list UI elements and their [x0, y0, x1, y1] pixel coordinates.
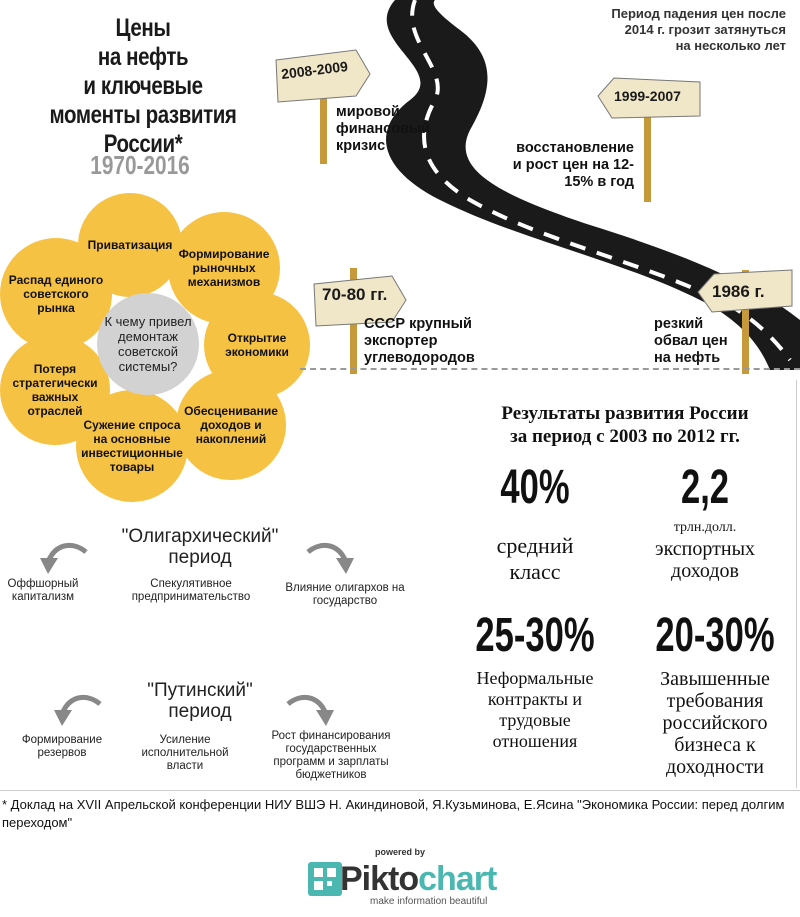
powered-by: powered by: [374, 847, 425, 857]
circle-label: Открытие экономики: [225, 331, 289, 359]
circle-center-question: [97, 293, 199, 395]
footnote: * Доклад на XVII Апрельской конференции НИУ ВШЭ Н. Акиндиновой, Я.Кузьминова, Е.Ясина "Экономика России: перед долгим переходом": [2, 797, 785, 830]
sign-1986-label: 1986 г.: [712, 282, 765, 301]
circle-label: Приватизация: [87, 238, 173, 252]
circle-demand: [76, 390, 188, 502]
brand-part-b: chart: [418, 860, 497, 898]
sign-1999-label: 1999-2007: [614, 88, 681, 104]
result-2530-label: Неформальные контракты и трудовые отношения: [476, 668, 594, 751]
curved-arrow-left-icon: [36, 538, 90, 578]
top-note: Период падения цен после 2014 г. грозит затянуться на несколько лет: [611, 6, 786, 53]
curved-arrow-right-icon: [284, 690, 338, 730]
curved-arrow-right-icon: [304, 538, 358, 578]
circle-label: Обесценивание доходов и накоплений: [184, 404, 278, 446]
note-fall: резкий обвал цен на нефть: [654, 316, 728, 366]
result-22: 2,2: [680, 461, 730, 514]
piktochart-logo-icon: [308, 862, 342, 896]
note-crisis: мировой финансовый кризис: [336, 104, 431, 154]
brand-part-a: Pikto: [340, 860, 419, 898]
brand-tagline: make information beautiful: [370, 896, 488, 907]
sign-7080-label: 70-80 гг.: [322, 285, 388, 304]
putin-left: Формирование резервов: [21, 734, 103, 759]
circle-label: Сужение спроса на основные инвестиционные товары: [81, 418, 183, 474]
divider-dashed: [300, 368, 800, 370]
circle-label: Распад единого советского рынка: [8, 273, 104, 315]
sign-2008-label: 2008-2009: [280, 57, 349, 83]
result-2030: 20-30%: [655, 609, 775, 662]
oligarch-mid: Спекулятивное предпринимательство: [131, 578, 251, 603]
result-40: 40%: [500, 461, 570, 514]
curved-arrow-left-icon: [50, 690, 104, 730]
results-title: Результаты развития России за период с 2003 по 2012 гг.: [501, 403, 749, 447]
footer-divider: [0, 790, 800, 791]
result-40-label: средний класс: [496, 533, 574, 584]
note-recovery: восстановление и рост цен на 12- 15% в год: [512, 140, 634, 190]
circle-label: К чему привел демонтаж советской системы?: [104, 314, 192, 374]
result-2030-label: Завышенные требования российского бизнеса к доходности: [660, 668, 770, 778]
divider-vertical: [796, 380, 797, 788]
circle-devaluation: [176, 370, 286, 480]
years-range: 1970-2016: [90, 150, 190, 180]
oligarch-period-title: "Олигархический" период: [121, 526, 279, 568]
circle-label: Потеря стратегически важных отраслей: [12, 362, 98, 418]
oligarch-right: Влияние олигархов на государство: [285, 582, 405, 607]
result-22-label: экспортных доходов: [655, 538, 755, 582]
circle-label: Формирование рыночных механизмов: [178, 247, 270, 289]
note-ussr: СССР крупный экспортер углеводородов: [364, 316, 475, 366]
circle-collapse: [0, 238, 112, 350]
putin-period-title: "Путинский" период: [147, 680, 253, 722]
oligarch-left: Оффшорный капитализм: [7, 578, 79, 603]
result-2530: 25-30%: [475, 609, 595, 662]
piktochart-wordmark[interactable]: [340, 860, 496, 899]
putin-mid: Усиление исполнительной власти: [141, 734, 229, 772]
result-22-unit: трлн.долл.: [673, 520, 737, 535]
page-title: Цены на нефть и ключевые моменты развития России*: [49, 14, 237, 158]
putin-right: Рост финансирования государственных программ и зарплаты бюджетников: [271, 730, 391, 781]
